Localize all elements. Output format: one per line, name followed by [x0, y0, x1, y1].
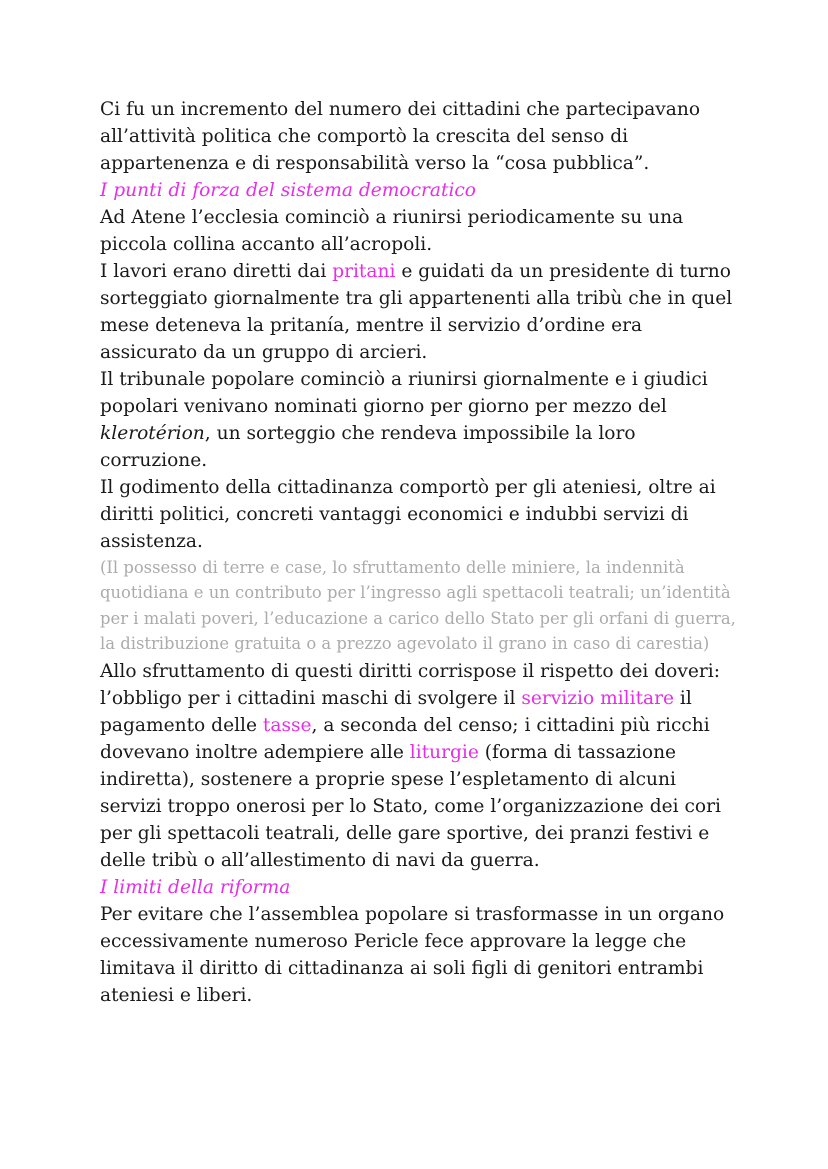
text-segment: Il tribunale popolare cominciò a riunirsi giornalmente e i giudici popolari venivano nominati giorno per giorno per mezzo del — [100, 369, 708, 417]
section-heading-limits: I limiti della riforma — [100, 876, 291, 898]
text-segment: e guidati da un presidente di turno sorteggiato giornalmente tra gli appartenenti alla tribù che in quel mese deteneva la pritanía, mentre il servizio d’ordine era assicurato da un gruppo di arcieri. — [100, 261, 733, 363]
text-segment: , un sorteggio che rendeva impossibile la loro corruzione. — [100, 423, 636, 471]
text-segment: I lavori erano diretti dai — [100, 261, 333, 282]
paragraph-pritani — [100, 258, 740, 366]
paragraph-doveri — [100, 658, 740, 874]
paragraph-tribunale — [100, 366, 740, 474]
text-segment: (forma di tassazione indiretta), sostenere a proprie spese l’espletamento di alcuni servizi troppo onerosi per lo Stato, come l’organizzazione dei cori per gli spettacoli teatrali, delle gare sportive, dei pranzi festivi e delle tribù o all’allestimento di navi da guerra. — [100, 741, 721, 871]
paragraph-ecclesia: Ad Atene l’ecclesia cominciò a riunirsi periodicamente su una piccola collina accanto all’acropoli. — [100, 207, 684, 255]
highlight-pritani: pritani — [332, 261, 396, 282]
text-segment: , a seconda del censo; i cittadini più ricchi dovevano inoltre adempiere alle — [100, 714, 710, 763]
note-benefits: (Il possesso di terre e case, lo sfruttamento delle miniere, la indennità quotidiana e un contributo per l’ingresso agli spettacoli teatrali; un’identità per i malati poveri, l’educazione a carico dello Stato per gli orfani di guerra, la distribuzione gratuita o a prezzo agevolato il grano in caso di carestia) — [100, 558, 736, 654]
section-heading-strengths: I punti di forza del sistema democratico — [100, 180, 476, 201]
highlight-servizio-militare: servizio militare — [521, 687, 675, 709]
paragraph-cittadinanza: Il godimento della cittadinanza comportò per gli ateniesi, oltre ai diritti politici, concreti vantaggi economici e indubbi servizi di assistenza. — [100, 477, 716, 552]
paragraph-pericle: Per evitare che l’assemblea popolare si trasformasse in un organo eccessivamente numeroso Pericle fece approvare la legge che limitava il diritto di cittadinanza ai soli figli di genitori entrambi ateniesi e liberi. — [100, 903, 725, 1006]
text-segment: Allo sfruttamento di questi diritti corrispose il rispetto dei doveri: l’obbligo per i cittadini maschi di svolgere il — [100, 660, 720, 709]
term-klerotérion: klerotérion — [100, 423, 205, 444]
highlight-liturgie: liturgie — [409, 741, 479, 763]
text-segment: il pagamento delle — [100, 687, 692, 736]
paragraph-intro: Ci fu un incremento del numero dei cittadini che partecipavano all’attività politica che comportò la crescita del senso di appartenenza e di responsabilità verso la “cosa pubblica”. — [100, 99, 701, 174]
document-page — [100, 96, 740, 1009]
highlight-tasse: tasse — [262, 714, 312, 736]
